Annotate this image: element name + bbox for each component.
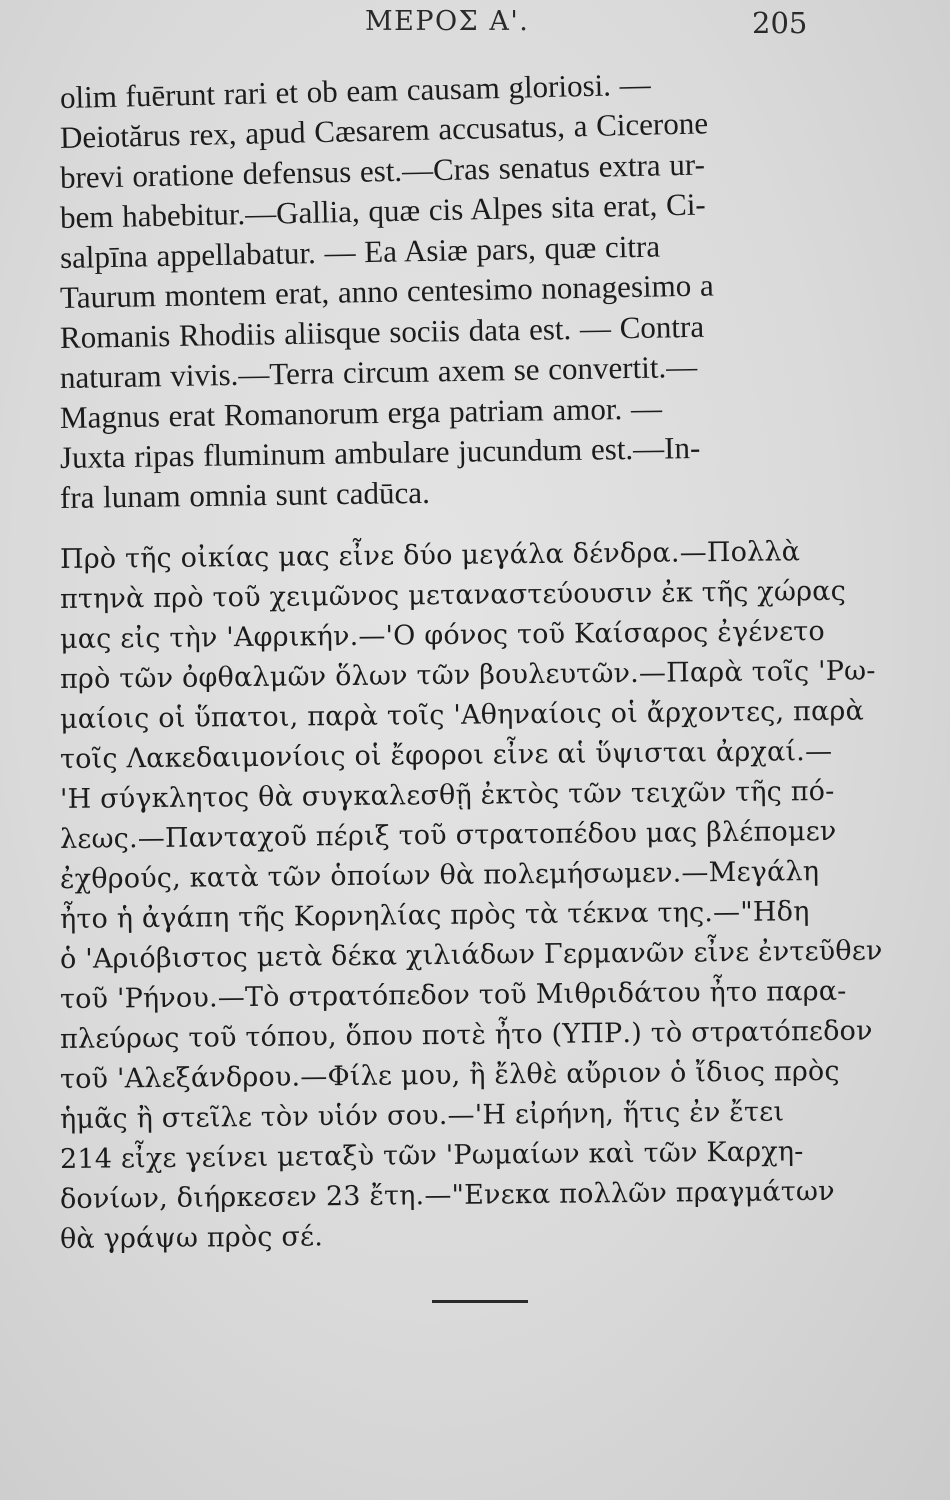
text-line: μας εἰς τὴν 'Αφρικήν.—'Ο φόνος τοῦ Καίσαρος ἐγένετο	[59, 615, 826, 655]
text-line: Magnus erat Romanorum erga patriam amor. —	[59, 390, 663, 435]
text-line: ἦτο ἡ ἀγάπη τῆς Κορνηλίας πρὸς τὰ τέκνα της.—"Ηδη	[59, 896, 810, 935]
text-line: Romanis Rhodiis aliisque sociis data est. — Contra	[59, 308, 705, 355]
text-line: πτηνὰ πρὸ τοῦ χειμῶνος μεταναστεύουσιν ἐκ τῆς χώρας	[59, 575, 847, 615]
page-number: 205	[752, 6, 808, 40]
text-line: salpīna appellabatur. — Ea Asiæ pars, quæ citra	[59, 228, 661, 275]
text-line: bem habebitur.—Gallia, quæ cis Alpes sita erat, Ci-	[59, 186, 707, 235]
text-line: brevi oratione defensus est.—Cras senatus extra ur-	[59, 146, 706, 195]
text-line: θὰ γράψω πρὸς σέ.	[59, 1221, 324, 1255]
text-line: olim fuērunt rari et ob eam causam gloriosi. —	[59, 66, 652, 115]
text-line: fra lunam omnia sunt cadūca.	[59, 474, 431, 515]
text-line: Taurum montem erat, anno centesimo nonagesimo a	[59, 267, 714, 315]
text-line: 214 εἶχε γείνει μεταξὺ τῶν 'Ρωμαίων καὶ τῶν Καρχη-	[59, 1136, 804, 1175]
text-line: Deiotărus rex, apud Cæsarem accusatus, a Cicerone	[59, 105, 709, 155]
running-head: ΜΕΡΟΣ Α'.	[365, 6, 530, 37]
text-line: πλεύρως τοῦ τόπου, ὅπου ποτὲ ἦτο (ΥΠΡ.) τὸ στρατόπεδον	[59, 1015, 873, 1055]
text-line: Πρὸ τῆς οἰκίας μας εἶνε δύο μεγάλα δένδρα.—Πολλὰ	[59, 536, 801, 575]
text-line: 'Η σύγκλητος θὰ συγκαλεσθῇ ἐκτὸς τῶν τειχῶν τῆς πό-	[59, 775, 835, 815]
greek-exercise-text	[59, 536, 883, 1260]
text-line: τοῦ 'Αλεξάνδρου.—Φίλε μου, ἢ ἔλθὲ αὔριον ὁ ἴδιος πρὸς	[59, 1055, 840, 1095]
text-line: ἐχθρούς, κατὰ τῶν ὁποίων θὰ πολεμήσωμεν.—Μεγάλη	[59, 856, 820, 895]
page-header	[0, 6, 950, 46]
text-line: μαίοις οἱ ὕπατοι, παρὰ τοῖς 'Αθηναίοις οἱ ἄρχοντες, παρὰ	[59, 695, 865, 735]
text-line: naturam vivis.—Terra circum axem se convertit.—	[59, 348, 698, 395]
text-line: ὁ 'Αριόβιστος μετὰ δέκα χιλιάδων Γερμανῶν εἶνε ἐντεῦθεν	[59, 935, 883, 975]
text-line: λεως.—Πανταχοῦ πέριξ τοῦ στρατοπέδου μας βλέπομεν	[59, 815, 837, 855]
text-line: δονίων, διήρκεσεν 23 ἔτη.—"Ενεκα πολλῶν πραγμάτων	[59, 1175, 835, 1215]
text-line: Juxta ripas fluminum ambulare jucundum est.—In-	[59, 429, 701, 475]
section-end-rule	[432, 1300, 528, 1303]
text-line: ἡμᾶς ἢ στεῖλε τὸν υἱόν σου.—'Η εἰρήνη, ἥτις ἐν ἔτει	[59, 1096, 785, 1135]
text-line: τοῦ 'Ρήνου.—Τὸ στρατόπεδον τοῦ Μιθριδάτου ἦτο παρα-	[59, 975, 847, 1015]
text-line: τοῖς Λακεδαιμονίοις οἱ ἔφοροι εἶνε αἱ ὕψισται ἀρχαί.—	[59, 735, 833, 775]
latin-exercise-text	[59, 66, 850, 518]
text-line: πρὸ τῶν ὀφθαλμῶν ὅλων τῶν βουλευτῶν.—Παρὰ τοῖς 'Ρω-	[59, 655, 876, 695]
